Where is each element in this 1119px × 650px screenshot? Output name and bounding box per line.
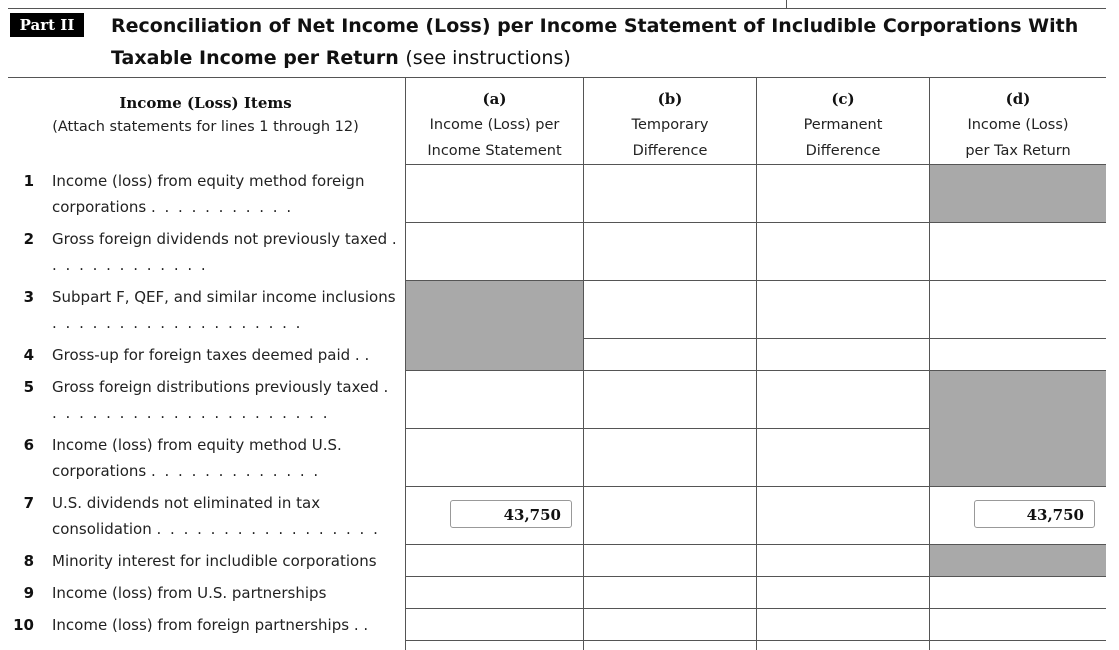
shaded-cell-lines5-6-d bbox=[930, 371, 1106, 486]
leader-dots: . . . . . . . . . . . . . . . . . . . bbox=[52, 314, 303, 332]
items-header-title: Income (Loss) Items bbox=[119, 94, 292, 112]
items-column-header bbox=[8, 94, 403, 135]
line-label-text: Income (loss) from equity method U.S. bbox=[52, 436, 342, 454]
column-letter: (c) bbox=[831, 90, 855, 108]
part-title-note: (see instructions) bbox=[405, 47, 571, 69]
line-label-text: U.S. dividends not eliminated in tax bbox=[52, 494, 321, 512]
input-line1-c[interactable] bbox=[757, 165, 929, 222]
line-2-label bbox=[52, 226, 402, 278]
grid-line bbox=[584, 338, 1106, 339]
line-4-label: Gross-up for foreign taxes deemed paid . . bbox=[52, 346, 370, 364]
line-number: 9 bbox=[23, 584, 34, 602]
header-rule bbox=[8, 77, 1106, 78]
column-header-b bbox=[584, 86, 756, 164]
column-header-a bbox=[406, 86, 583, 164]
line-number: 3 bbox=[23, 288, 34, 306]
column-header-c bbox=[757, 86, 929, 164]
line-label-text: Subpart F, QEF, and similar income inclusions bbox=[52, 288, 396, 306]
line-9-label: Income (loss) from U.S. partnerships bbox=[52, 584, 327, 602]
line-number: 7 bbox=[23, 494, 34, 512]
line-6-label bbox=[52, 432, 402, 484]
grid-line bbox=[405, 164, 1106, 165]
amount-field-line7-d[interactable]: 43,750 bbox=[974, 500, 1095, 528]
line-label-text: Gross foreign distributions previously taxed . bbox=[52, 378, 389, 396]
grid-line bbox=[405, 544, 1106, 545]
top-tick bbox=[786, 0, 787, 8]
line-1-label bbox=[52, 168, 402, 220]
line-3-label bbox=[52, 284, 402, 336]
grid-line bbox=[405, 370, 1106, 371]
line-7-label bbox=[52, 490, 402, 542]
line-label-text2: consolidation . . . . . . . . . . . . . . . . . bbox=[52, 520, 380, 538]
column-label: per Tax Return bbox=[965, 143, 1071, 159]
part-title-main: Taxable Income per Return bbox=[111, 47, 399, 69]
column-label: Income Statement bbox=[427, 143, 562, 159]
column-letter: (d) bbox=[1005, 90, 1031, 108]
line-number: 8 bbox=[23, 552, 34, 570]
column-label: Permanent bbox=[803, 117, 883, 133]
top-rule bbox=[8, 8, 1106, 9]
grid-line bbox=[405, 280, 1106, 281]
line-number: 4 bbox=[23, 346, 34, 364]
line-number: 6 bbox=[23, 436, 34, 454]
line-label-text2: corporations . . . . . . . . . . . . . bbox=[52, 462, 321, 480]
part-badge: Part II bbox=[10, 13, 84, 37]
grid-line bbox=[405, 222, 1106, 223]
input-line2-b[interactable] bbox=[584, 223, 756, 280]
leader-dots: . . . . . . . . . . . . bbox=[52, 256, 208, 274]
line-label-text: Income (loss) from equity method foreign bbox=[52, 172, 365, 190]
line-number: 1 bbox=[23, 172, 34, 190]
grid-line bbox=[405, 640, 1106, 641]
shaded-cell-line1-d bbox=[930, 165, 1106, 222]
line-5-label bbox=[52, 374, 402, 426]
grid-line bbox=[405, 576, 1106, 577]
grid-line bbox=[405, 486, 1106, 487]
line-8-label: Minority interest for includible corporations bbox=[52, 552, 377, 570]
shaded-cell-line8-d bbox=[930, 545, 1106, 576]
line-number: 10 bbox=[13, 616, 34, 634]
column-label: Income (Loss) per bbox=[429, 117, 560, 133]
input-line1-a[interactable] bbox=[406, 165, 583, 222]
grid-line bbox=[405, 608, 1106, 609]
column-label: Difference bbox=[632, 143, 708, 159]
input-line2-a[interactable] bbox=[406, 223, 583, 280]
grid-line bbox=[405, 428, 930, 429]
leader-dots: . . . . . . . . . . . . . . . . . . . . . bbox=[52, 404, 330, 422]
column-letter: (b) bbox=[657, 90, 683, 108]
shaded-cell-lines3-4-a bbox=[406, 281, 583, 370]
line-label-text2: corporations . . . . . . . . . . . bbox=[52, 198, 294, 216]
items-header-note: (Attach statements for lines 1 through 12) bbox=[52, 119, 359, 135]
input-line2-d[interactable] bbox=[930, 223, 1106, 280]
column-label: Income (Loss) bbox=[967, 117, 1069, 133]
part-title-line2 bbox=[111, 47, 571, 69]
part-title-line1: Reconciliation of Net Income (Loss) per Income Statement of Includible Corporations With bbox=[111, 15, 1079, 37]
line-10-label: Income (loss) from foreign partnerships . . bbox=[52, 616, 369, 634]
column-label: Temporary bbox=[631, 117, 709, 133]
line-number: 2 bbox=[23, 230, 34, 248]
amount-field-line7-a[interactable]: 43,750 bbox=[450, 500, 572, 528]
column-header-d bbox=[930, 86, 1106, 164]
input-line2-c[interactable] bbox=[757, 223, 929, 280]
line-label-text: Gross foreign dividends not previously taxed . bbox=[52, 230, 397, 248]
line-number: 5 bbox=[23, 378, 34, 396]
input-line1-b[interactable] bbox=[584, 165, 756, 222]
column-label: Difference bbox=[805, 143, 881, 159]
column-letter: (a) bbox=[482, 90, 507, 108]
